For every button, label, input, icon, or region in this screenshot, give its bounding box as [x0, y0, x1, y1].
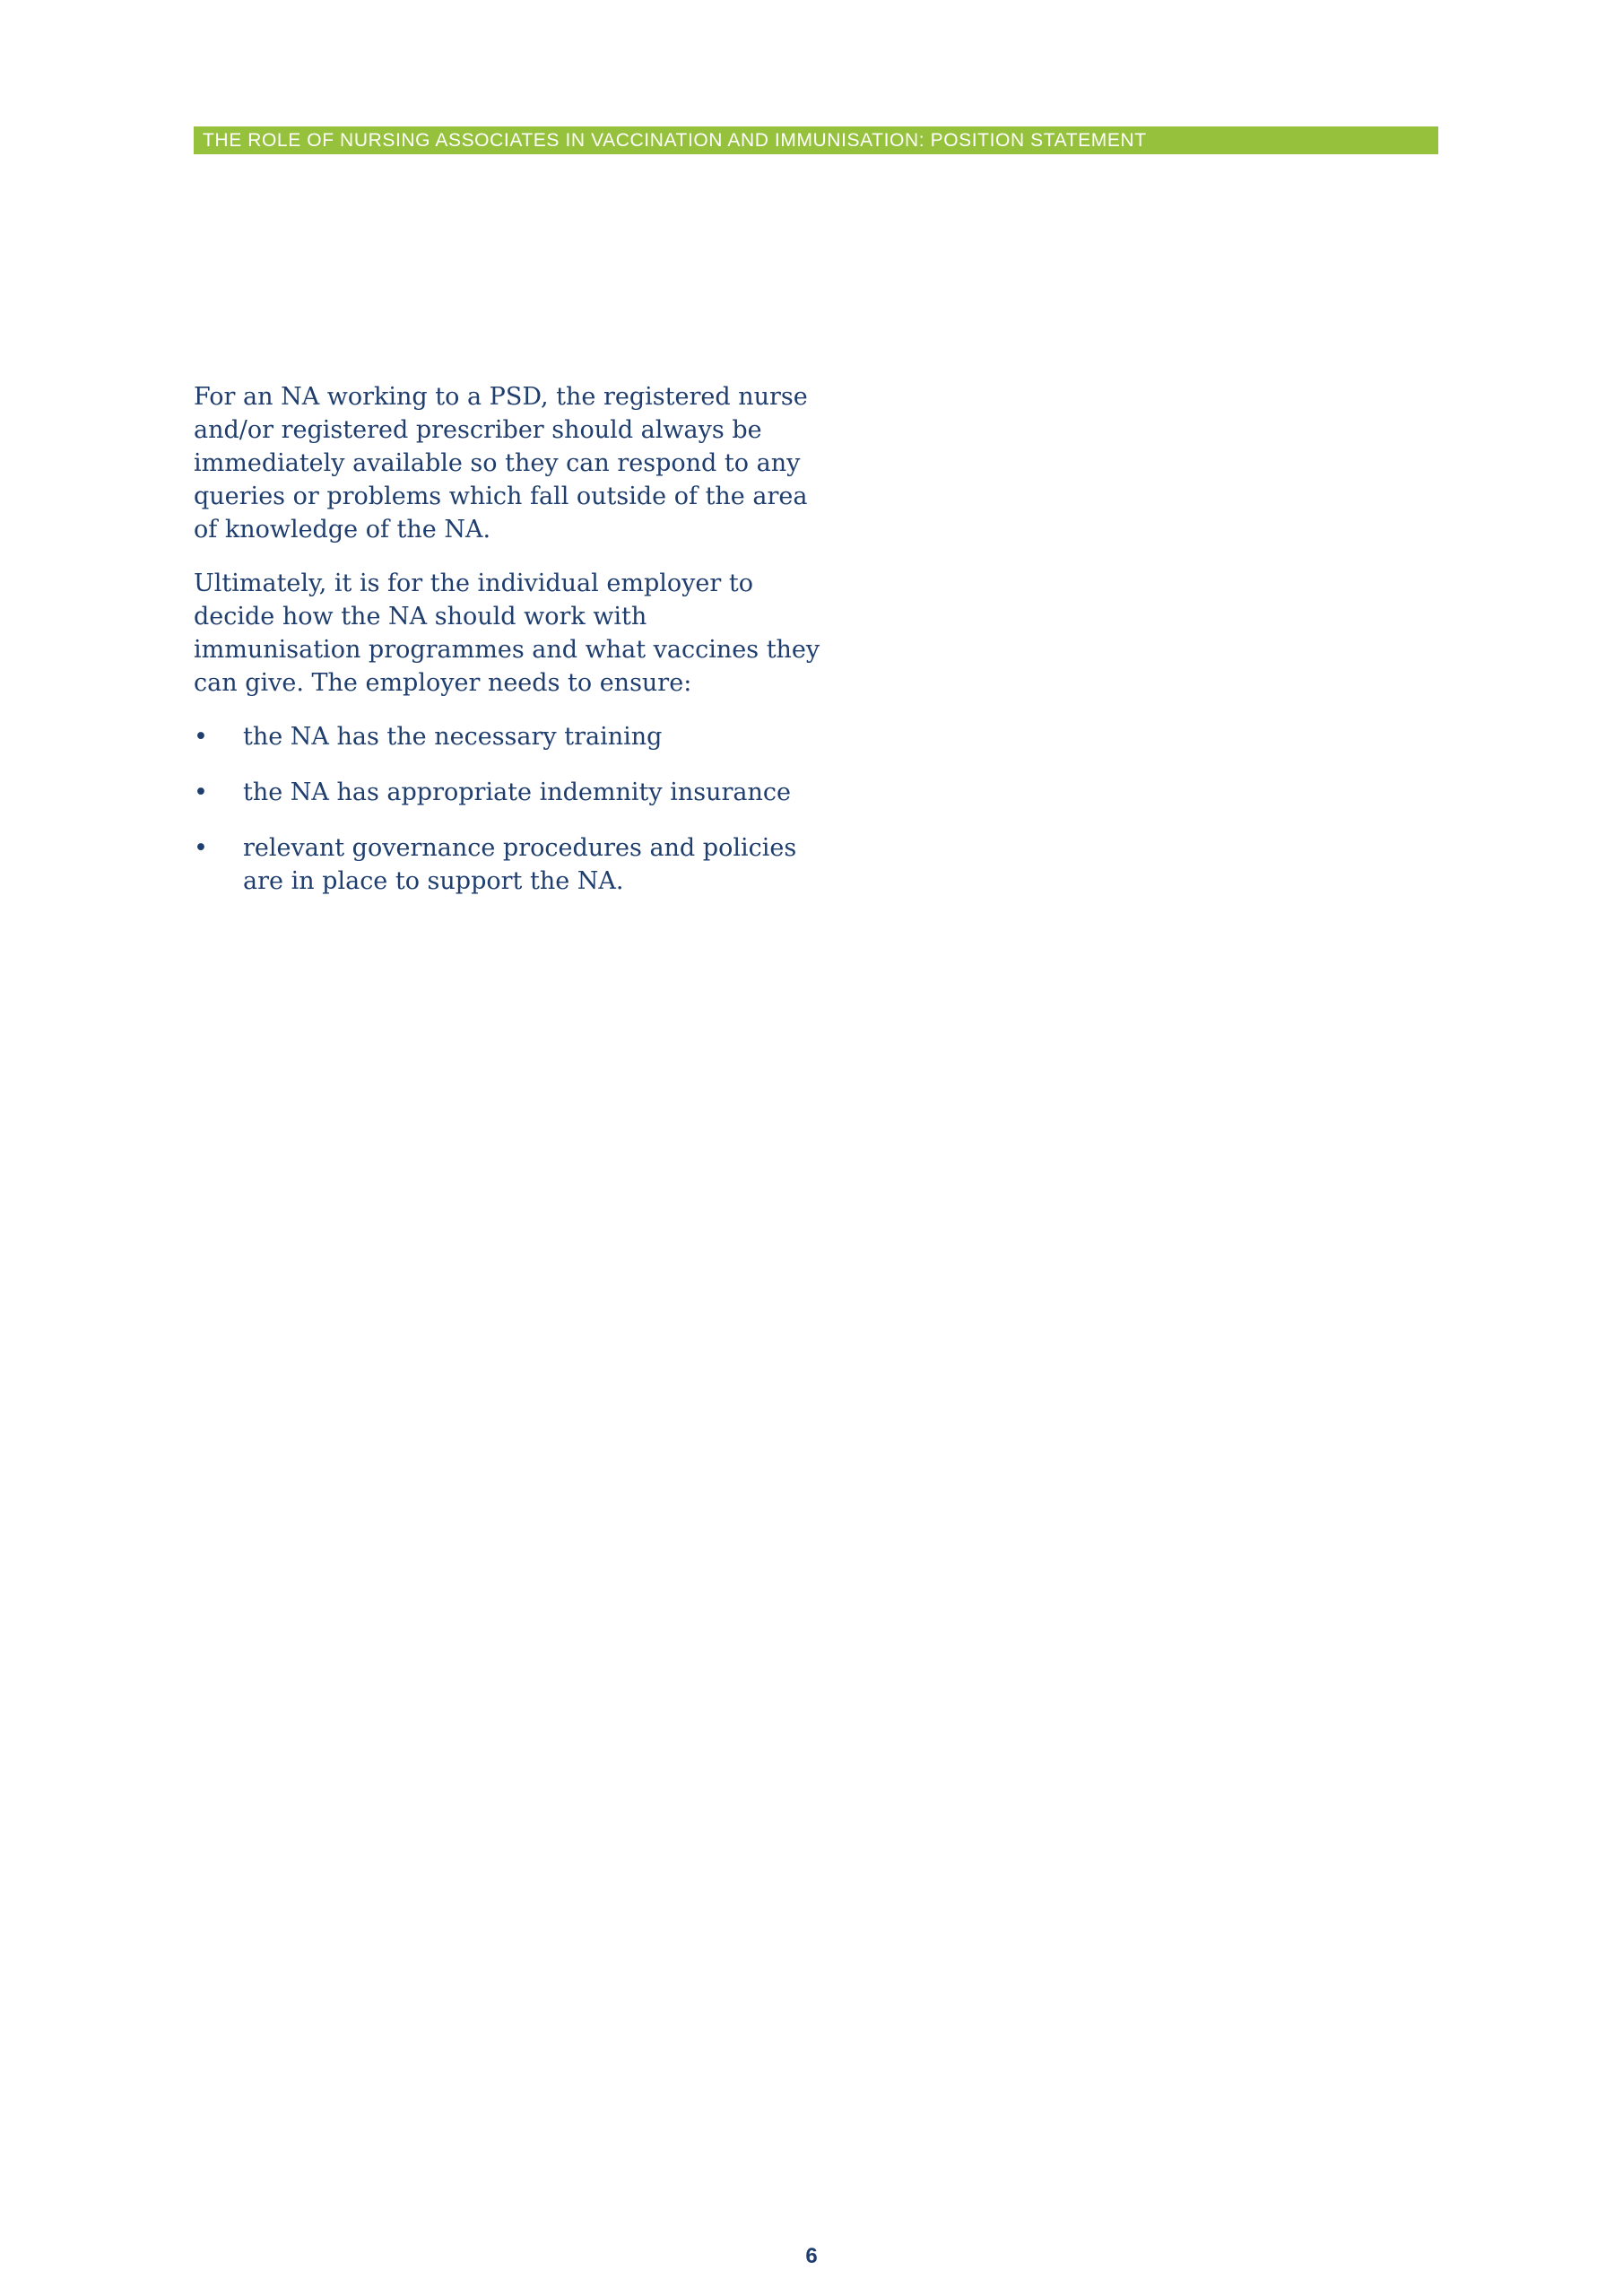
- bullet-icon: •: [194, 723, 208, 751]
- list-item-text: relevant governance procedures and policies are in place to support the NA.: [243, 834, 797, 895]
- list-item-text: the NA has the necessary training: [243, 723, 663, 751]
- list-item-text: the NA has appropriate indemnity insurance: [243, 778, 791, 806]
- document-title: THE ROLE OF NURSING ASSOCIATES IN VACCINATION AND IMMUNISATION: POSITION STATEMENT: [203, 129, 1147, 151]
- list-item: [194, 720, 821, 753]
- list-item: [194, 776, 821, 809]
- header-band: [194, 126, 1438, 154]
- paragraph: For an NA working to a PSD, the registered nurse and/or registered prescriber should always be immediately available so they can respond to any queries or problems which fall outside of the area of knowledge of the NA.: [194, 383, 808, 544]
- bullet-icon: •: [194, 834, 208, 862]
- main-content: [194, 380, 821, 920]
- paragraph: Ultimately, it is for the individual employer to decide how the NA should work with immunisation programmes and what vaccines they can give. The employer needs to ensure:: [194, 570, 820, 697]
- bullet-icon: •: [194, 778, 208, 806]
- list-item: [194, 831, 821, 898]
- bullet-list: [194, 720, 821, 898]
- page-number: 6: [805, 2244, 818, 2268]
